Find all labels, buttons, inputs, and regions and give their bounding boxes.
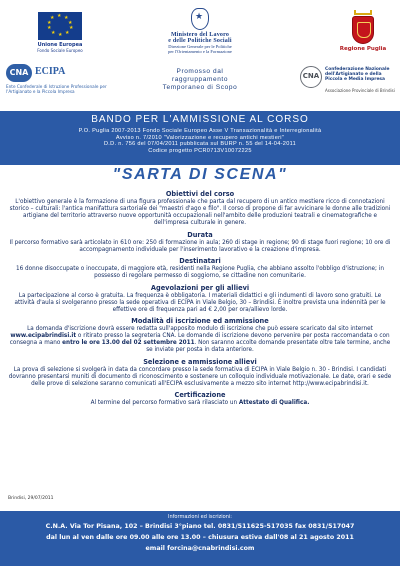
promoter-text (140, 68, 260, 92)
band-line-1: P.O. Puglia 2007-2013 Fondo Sociale Europeo Asse V Transazionalità e Interregionalità (78, 128, 322, 134)
region-shield-icon (352, 16, 374, 44)
section-title: Certificazione (174, 391, 226, 399)
course-title: "SARTA DI SCENA" (112, 166, 288, 183)
region-caption: Regione Puglia (339, 46, 387, 52)
region-logo (336, 10, 390, 52)
bando-title: BANDO PER L'AMMISSIONE AL CORSO (91, 114, 309, 125)
promo-line-1: Promosso dal (176, 68, 224, 75)
promo-line-3: Temporaneo di Scopo (162, 84, 238, 91)
section-durata (8, 231, 392, 254)
section-title: Agevolazioni per gli allievi (150, 283, 250, 292)
section-text: La prova di selezione si svolgerà in data da concordare presso la sede formativa di ECIPA in Viale Belgio n. 30 - Brindisi. I candidati dovranno presentarsi muniti di documento di riconoscimento e sostenere un colloquio individuale motivazionale. Le date, orari e sede delle prove di selezione saranno comunicati all'ECIPA esclusivamente a mezzo sito internet http://www.ecipabrindisi.it. (8, 366, 392, 387)
ecipa-subtitle: Ente Confederale di Istruzione Professionale per l'Artigianato e la Piccola Impresa (6, 84, 107, 94)
ministry-line-1: Ministero del Lavoro (170, 32, 230, 38)
cna-subtitle: Associazione Provinciale di Brindisi (325, 88, 395, 93)
section-selezione (8, 358, 392, 388)
cert-bold: Attestato di Qualifica. (238, 400, 310, 406)
cna-name: Confederazione Nazionale dell'Artigianato e della Piccola e Media Impresa (325, 67, 390, 83)
eu-caption-1: Unione Europea (37, 42, 83, 48)
section-title: Obiettivi del corso (165, 190, 235, 198)
band-line-4: Codice progetto PCR0713V10072225 (148, 147, 252, 154)
footer-line-1: C.N.A. Via Tor Pisana, 102 – Brindisi 3°piano tel. 0831/511625-517035 fax 0831/517047 (45, 523, 355, 530)
section-destinatari (8, 257, 392, 280)
logo-row-top (0, 8, 400, 58)
main-content (8, 190, 392, 411)
section-text: La partecipazione al corso è gratuita. La frequenza è obbligatoria. I materiali didattici e gli indumenti di lavoro sono gratuiti. Le attività d'aula si svolgeranno presso la sede operativa di ECIPA in Viale Belgio, 30 – Brindisi. È inoltre prevista una indennità per le effettive ore di frequenza pari ad € 2,00 per ora/allievo lorde. (14, 292, 386, 313)
ecipa-site-link[interactable]: www.ecipabrindisi.it (10, 333, 77, 339)
section-text (8, 326, 392, 354)
ecipa-cna-badge: CNA (6, 64, 32, 82)
promo-line-2: raggruppamento (171, 76, 229, 83)
cna-round-badge: CNA (300, 66, 322, 88)
cert-text: Al termine del percorso formativo sarà rilasciato un (90, 400, 239, 406)
ministry-line-2: e delle Politiche Sociali (168, 38, 232, 44)
dateline: Brindisi, 29/07/2011 (8, 496, 54, 501)
section-text: 16 donne disoccupate o inoccupate, di maggiore età, residenti nella Regione Puglia, che abbiano assolto l'obbligo d'istruzione; in possesso di regolare permesso di soggiorno, se cittadine non comunitarie. (16, 266, 384, 279)
eu-logo (30, 12, 90, 53)
header-band (0, 111, 400, 165)
section-agevolazioni (8, 284, 392, 314)
ministry-line-4: per l'Orientamento e la Formazione (168, 49, 232, 54)
ministry-line-3: Direzione Generale per le Politiche (168, 44, 232, 49)
section-title: Selezione e ammissione allievi (143, 357, 257, 366)
section-obiettivi (8, 190, 392, 227)
footer-band (0, 511, 400, 566)
section-title: Destinatari (179, 257, 221, 265)
band-line-2: Avviso n. 7/2010 "Valorizzazione e recupero antichi mestieri" (115, 134, 285, 141)
deadline-text: entro le ore 13.00 del 02 settembre 2011 (62, 340, 195, 346)
crown-icon (354, 10, 372, 15)
eu-flag-icon: ★ ★ ★ ★ ★ ★ ★ ★ ★ ★ (38, 12, 82, 40)
italian-emblem-icon (191, 8, 209, 30)
eu-caption-2: Fondo Sociale Europeo (37, 48, 83, 53)
footer-line-2: dal lun al ven dalle ore 09.00 alle ore 13.00 – chiusura estiva dall'08 al 21 agosto 2011 (46, 534, 354, 541)
modalita-text-3: . Non saranno accolte domande presentate oltre tale termine, anche se inviate per posta in data anteriore. (146, 340, 391, 353)
section-text: L'obiettivo generale è la formazione di una figura professionale che parta dal recupero di un antico mestiere ricco di connotazioni storico – culturali: l'antica manifattura sartoriale dei "maestri d'ago e filo". Il corso di propone di far avvicinare le donne alle tradizioni artigiane del territorio attraverso nuove opportunità occupazionali nell'ambito delle produzioni teatrali e cinematografiche e dell'impresa culturale in genere. (9, 199, 391, 226)
band-line-3: D.D. n. 756 del 07/04/2011 pubblicata sul BURP n. 55 del 14-04-2011 (103, 141, 297, 148)
modalita-text-1: La domanda d'iscrizione dovrà essere redatta sull'apposito modulo di iscrizione che può essere scaricato dal sito internet (27, 326, 373, 332)
section-title: Durata (187, 230, 213, 239)
section-text: Il percorso formativo sarà articolato in 610 ore: 250 di formazione in aula; 260 di stage in regione; 90 di stage fuori regione; 10 ore di accompagnamento individuale per l'inserimento lavorativo e la creazione d'impresa. (9, 239, 391, 253)
section-text (8, 400, 392, 407)
ecipa-name: ECIPA (35, 66, 66, 77)
modalita-text-2: o ritirato presso la segreteria CNA. Le domande di iscrizione devono pervenire per posta raccomandata o con consegna a mano (9, 333, 390, 346)
section-title: Modalità di iscrizione ed ammissione (131, 317, 269, 325)
logo-row-second (0, 64, 400, 104)
footer-info-label: Informazioni ed iscrizioni: (168, 514, 232, 520)
section-modalita (8, 317, 392, 354)
footer-email[interactable]: email forcina@cnabrindisi.com (145, 545, 255, 552)
ministry-logo (138, 8, 262, 54)
section-certificazione (8, 391, 392, 407)
